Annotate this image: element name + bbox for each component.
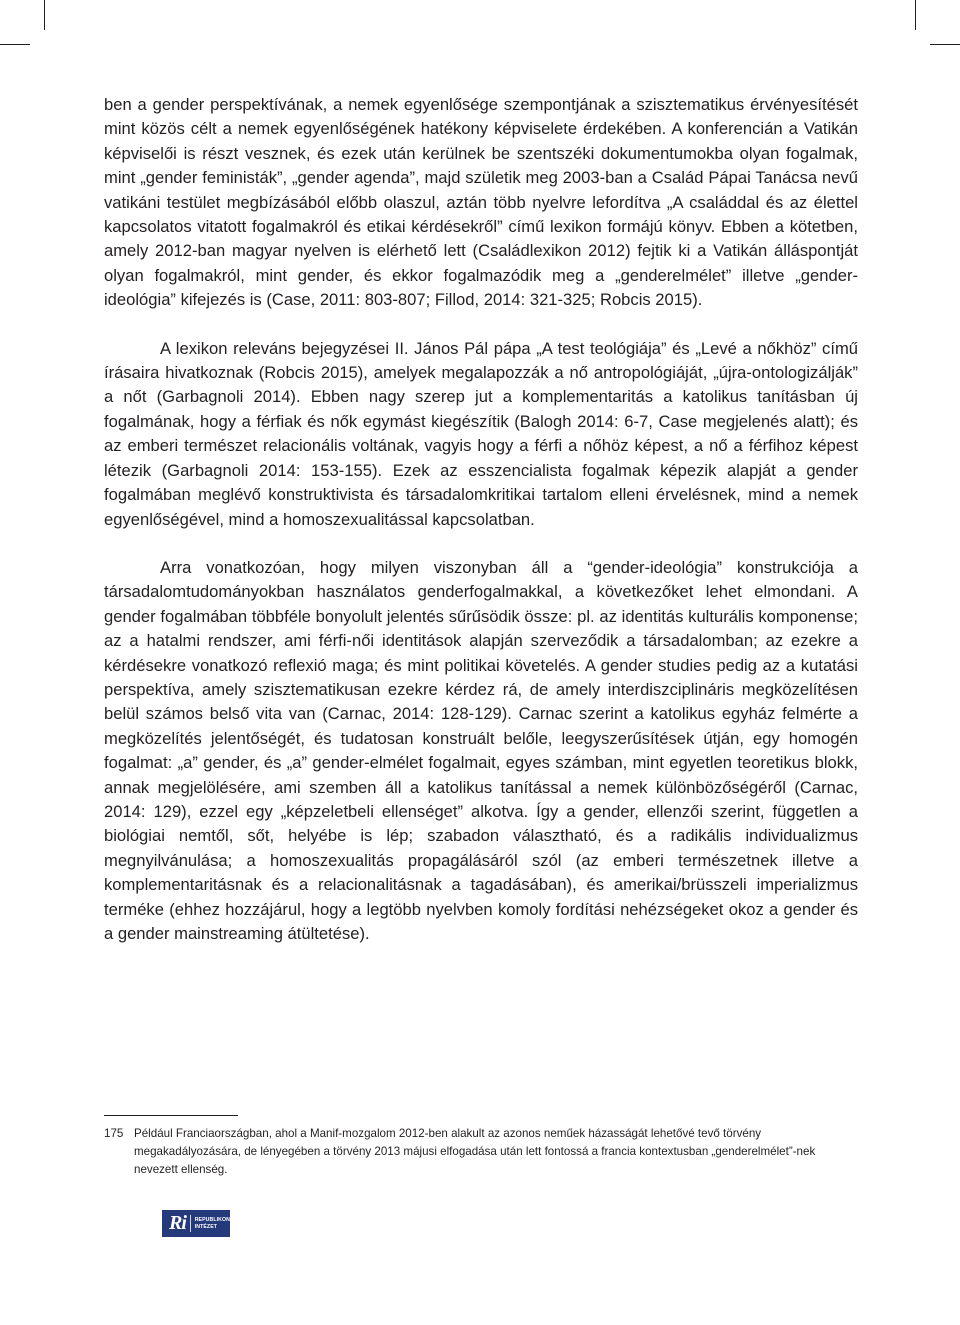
crop-mark-top-right — [915, 0, 916, 30]
crop-mark-right-top — [930, 44, 960, 45]
logo-line-1: REPUBLIKON — [194, 1217, 230, 1223]
paragraph-1: ben a gender perspektívának, a nemek egyenlősége szempontjának a szisztematikus érvényesítését mint közös célt a nemek egyenlőségének hatékony képviselete érdekében. A konferencián a Vatikán képviselői is részt vesznek, és ezek után kerülnek be szentszéki dokumentumokba olyan fogalmak, mint „gender feministák”, „gender agenda”, majd születik meg 2003-ban a Család Pápai Tanácsa nevű vatikáni testület megbízásából előbb olaszul, aztán több nyelvre lefordítva „A családdal és az élettel kapcsolatos vitatott fogalmakról és etikai kérdésekről” című lexikon formájú könyv. Ebben a kötetben, amely 2012-ban magyar nyelven is elérhető lett (Családlexikon 2012) fejtik ki a Vatikán álláspontját olyan fogalmakról, mint gender, és ekkor fogalmazódik meg a „genderelmélet” illetve „gender-ideológia” kifejezés is (Case, 2011: 803-807; Fillod, 2014: 321-325; Robcis 2015). — [104, 95, 858, 310]
footnote-divider — [104, 1115, 238, 1116]
footnote-text: Például Franciaországban, ahol a Manif-mozgalom 2012-ben alakult az azonos neműek házasságát lehetővé tevő törvény megakadályozására, de lényegében a törvény 2013 májusi elfogadása után lett fontossá a francia kontextusban „genderelmélet”-nek nevezett ellenség. — [134, 1127, 816, 1176]
footnote-number: 175 — [104, 1127, 124, 1140]
paragraph-2: A lexikon releváns bejegyzései II. János Pál pápa „A test teológiája” és „Levé a nőkhöz” című írásaira hivatkoznak (Robcis 2015), amelyek megalapozzák a nő antropológiáját, „újra-ontologizálják” a nőt (Garbagnoli 2014). Ebben nagy szerep jut a komplementaritás a katolikus tanításban új fogalmának, hogy a férfiak és nők egymást kiegészítik (Balogh 2014: 6-7, Case megjelenés alatt); és az emberi természet relacionális voltának, vagyis hogy a férfi a nőhöz képest, a nő a férfihoz képest létezik (Garbagnoli 2014: 153-155). Ezek az esszencialista fogalmak képezik alapját a gender fogalmában meglévő konstruktivista és társadalomkritikai tartalom elleni érvelésnek, mind a nemek egyenlőségével, mind a homoszexualitással kapcsolatban. — [104, 338, 858, 529]
paragraph-3: Arra vonatkozóan, hogy milyen viszonyban áll a “gender-ideológia” konstrukciója a társadalomtudományokban használatos genderfogalmakkal, a következőket lehet elmondani. A gender fogalmában többféle bonyolult jelentés sűrűsödik össze: pl. az identitás kulturális komponense; az a hatalmi rendszer, ami férfi-női identitások alapján szerveződik a társadalomban; az ezekre a kérdésekre vonatkozó reflexió maga; és mint politikai követelés. A gender studies pedig az a kutatási perspektíva, amely szisztematikusan ezekre kérdez rá, de amely interdiszciplináris megközelítésen belül számos belső vita van (Carnac, 2014: 128-129). Carnac szerint a katolikus egyház felmérte a megközelítés jelentőségét, és tudatosan konstruált belőle, leegyszerűsítések útján, egy homogén fogalmat: „a” gender, és „a” gender-elmélet fogalmait, egyes számban, mint egyetlen teoretikus blokk, annak megjelölésére, ami szemben áll a katolikus tanítással a nemek különbözőségéről (Carnac, 2014: 129), ezzel egy „képzeletbeli ellenséget” alkotva. Így a gender, ellenzői szerint, független a biológiai nemtől, sőt, helyébe is lép; szabadon választható, és a radikális individualizmus megnyilvánulása; a homoszexualitás propagálásáról szól (az emberi természetnek illetve a komplementaritásnak és a relacionalitásnak a tagadásában), és amerikai/brüsszeli imperializmus terméke (ehhez hozzájárul, hogy a legtöbb nyelvben komoly fordítási nehézségeket okoz a gender és a gender mainstreaming átültetése). — [104, 557, 858, 943]
page-body — [104, 93, 858, 946]
crop-mark-top-left — [44, 0, 45, 30]
republikon-logo — [162, 1210, 230, 1237]
crop-mark-left-top — [0, 44, 30, 45]
footnote — [104, 1125, 858, 1179]
logo-separator — [190, 1215, 191, 1232]
logo-mark: Ri — [169, 1212, 186, 1234]
logo-text — [195, 1217, 230, 1230]
logo-line-2: INTÉZET — [194, 1223, 218, 1230]
